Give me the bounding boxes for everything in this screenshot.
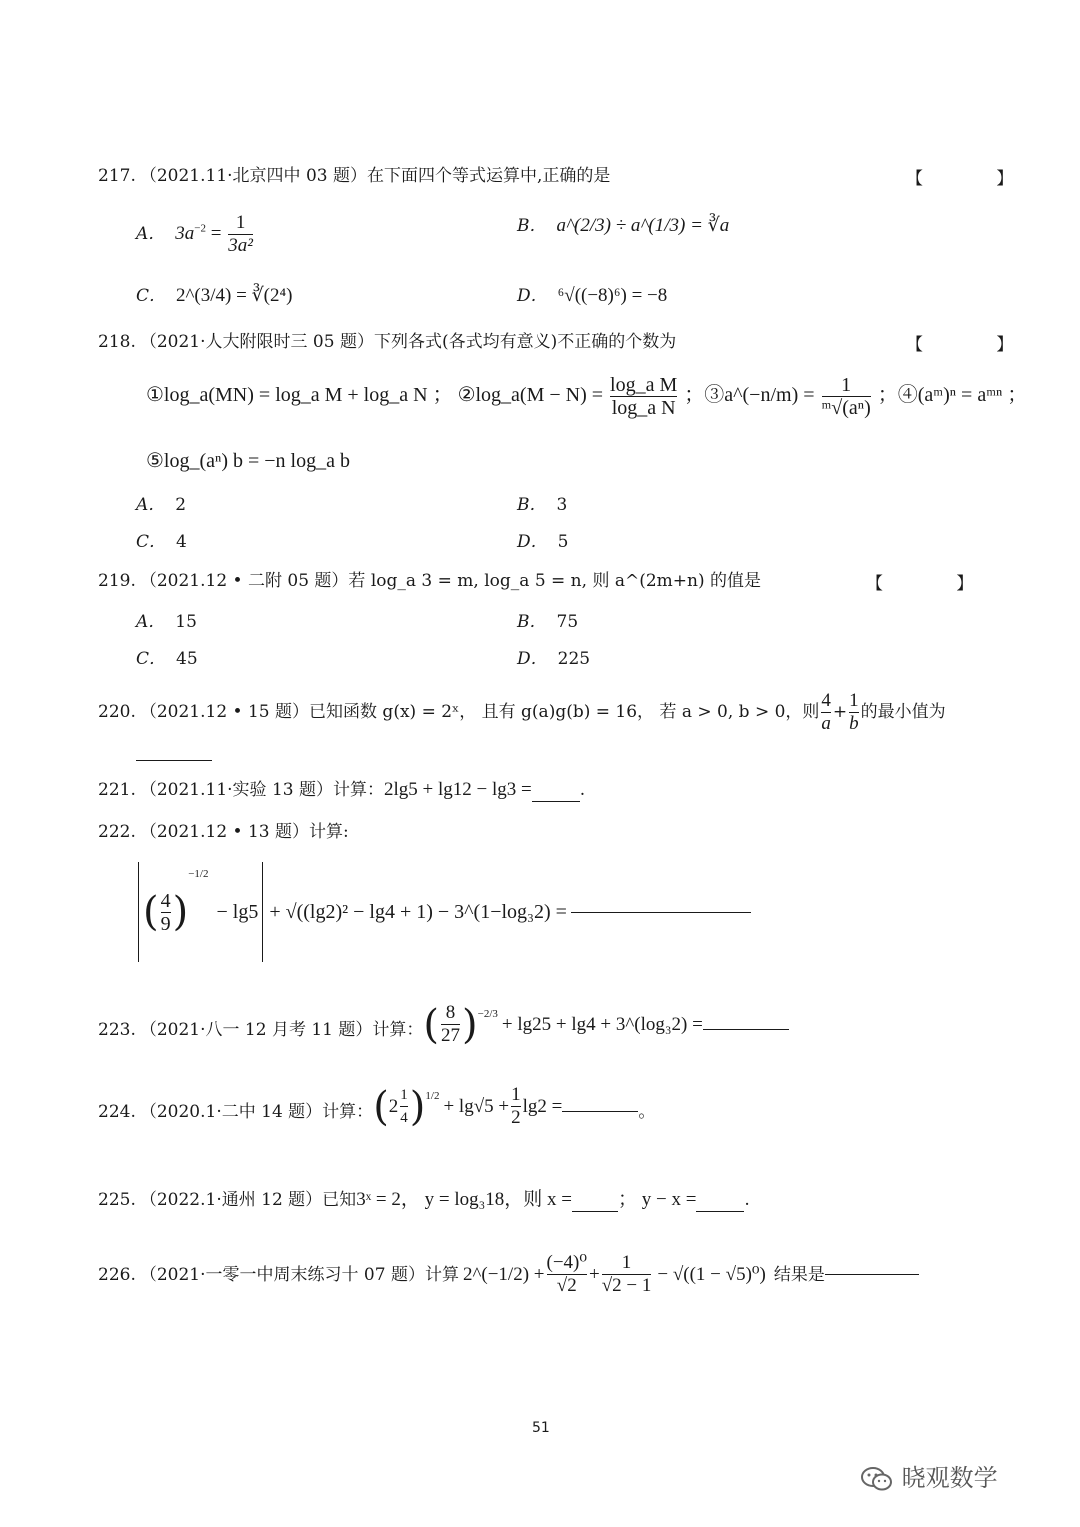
wechat-icon xyxy=(860,1464,902,1492)
expression-222: ( $\frac{4}{9}$ ) −1/2 − lg5 + √((lg2)² − lg4 + 1) − 3^(1−log₃2) = xyxy=(138,862,751,962)
question-text: （2020.1·二中 14 题）计算： xyxy=(139,1101,374,1122)
fraction-4-over-a: $\frac{4}{a}$ xyxy=(821,690,831,734)
option-label: D． xyxy=(517,286,548,306)
question-226 xyxy=(98,1252,919,1297)
question-219 xyxy=(98,569,761,593)
question-number: 223. xyxy=(98,1019,136,1040)
answer-blank xyxy=(532,801,580,802)
question-number: 219. xyxy=(98,571,136,591)
option-c: C． 45 xyxy=(136,649,198,669)
question-number: 224. xyxy=(98,1101,136,1122)
question-225: 225. （2022.1·通州 12 题）已知3ˣ = 2， y = log₃18，则 x = ； y − x = . xyxy=(98,1189,750,1210)
formula-3-fraction: $\frac{1}{\text{ᵐ√(aⁿ)}}$ xyxy=(821,374,871,419)
question-text: （2021.11·实验 13 题）计算： xyxy=(139,780,385,800)
option-label: B． xyxy=(517,216,547,236)
question-text: （2022.1·通州 12 题）已知 xyxy=(139,1190,357,1210)
option-c: C． 4 xyxy=(136,532,187,552)
question-text: （2021·八一 12 月考 11 题）计算： xyxy=(139,1019,424,1040)
option-label: C． xyxy=(136,286,167,306)
question-text: （2021.12 • 二附 05 题）若 log_a 3 = m, log_a 5 = n, 则 a^(2m+n) 的值是 xyxy=(139,571,762,591)
answer-blank xyxy=(703,1029,789,1030)
question-number: 218. xyxy=(98,332,136,352)
option-b: B． 3 xyxy=(517,495,568,515)
answer-blank xyxy=(136,760,212,761)
watermark-text: 晓观数学 xyxy=(901,1464,998,1492)
answer-blank-y-minus-x xyxy=(696,1211,744,1212)
question-text: （2021·人大附限时三 05 题）下列各式(各式均有意义)不正确的个数为 xyxy=(139,332,677,352)
option-a: A． 15 xyxy=(136,612,197,632)
answer-bracket: 【 】 xyxy=(866,574,1008,594)
option-expr: 2^(3/4) = ∛(2⁴) xyxy=(176,285,293,306)
page-number: 51 xyxy=(532,1420,550,1436)
fraction-1-over-b: $\frac{1}{b}$ xyxy=(849,690,859,734)
question-218 xyxy=(98,330,676,354)
option-b xyxy=(517,214,729,238)
question-text: （2021.12 • 13 题）计算: xyxy=(139,822,349,842)
option-d: D． 225 xyxy=(517,649,591,669)
question-text: （2021·一零一中周末练习十 07 题）计算 xyxy=(139,1264,459,1285)
watermark-logo xyxy=(860,1458,998,1493)
formula-2-fraction: $\frac{\text{log\_a M}}{\text{log\_a N}}$ xyxy=(610,374,678,419)
answer-blank xyxy=(562,1111,638,1112)
question-220: 220. （2021.12 • 15 题）已知函数 g(x) = 2ˣ， 且有 g(a)g(b) = 16， 若 a > 0, b > 0，则 $\frac{4}{a}$ + $\frac{1}{b}$ 的最小值为 xyxy=(98,690,946,734)
expression: ( 2 $\frac{1}{4}$ ) $^{1/2}$ + lg√5 + $\frac{1}{2}$ lg2 = xyxy=(373,1083,563,1130)
formula-line-1 xyxy=(146,374,1027,419)
formula-3-lhs: ；③a^(−n/m) = xyxy=(684,384,815,407)
expression: 2^(−1/2) + $\frac{\text{(−4)⁰}}{√2}$ + $\frac{1}{√2 - 1}$ − √((1 − √5)⁰) xyxy=(462,1252,766,1296)
expression: 3ˣ = 2， y = log₃18，则 x = xyxy=(356,1189,572,1210)
option-a xyxy=(136,212,255,257)
answer-blank xyxy=(571,912,751,913)
question-tail: 结果是 xyxy=(773,1264,825,1285)
question-number: 217. xyxy=(98,166,136,186)
option-expr: ⁶√((−8)⁶) = −8 xyxy=(557,285,668,306)
expression: 2lg5 + lg12 − lg3 = xyxy=(384,779,532,800)
question-tail: 的最小值为 xyxy=(860,702,946,722)
question-text: （2021.12 • 15 题）已知函数 g(x) = 2ˣ， 且有 g(a)g(b) = 16， 若 a > 0, b > 0，则 xyxy=(139,702,820,722)
option-c xyxy=(136,284,292,308)
formula-2-lhs: ②log_a(M − N) = xyxy=(457,384,604,407)
option-d: D． 5 xyxy=(517,532,569,552)
question-number: 226. xyxy=(98,1264,136,1285)
answer-bracket: 【 】 xyxy=(906,169,1048,189)
answer-bracket: 【 】 xyxy=(906,335,1048,355)
option-expr: a^(2/3) ÷ a^(1/3) = ∛a xyxy=(556,215,730,236)
formula-4: ；④(aᵐ)ⁿ = aᵐⁿ ； xyxy=(877,384,1028,407)
question-223 xyxy=(98,1001,789,1048)
question-number: 220. xyxy=(98,702,136,722)
question-222 xyxy=(98,820,349,844)
option-d xyxy=(517,284,667,308)
question-number: 221. xyxy=(98,780,136,800)
question-text: （2021.11·北京四中 03 题）在下面四个等式运算中,正确的是 xyxy=(139,166,611,186)
answer-blank-x xyxy=(572,1211,618,1212)
option-expr: $3a^{-2}$ = $\frac{1}{\text{3a²}}$ xyxy=(175,212,253,256)
question-221: 221. （2021.11·实验 13 题）计算：2lg5 + lg12 − lg3 = . xyxy=(98,779,586,800)
answer-blank xyxy=(825,1274,919,1275)
question-217 xyxy=(98,164,610,188)
option-label: A． xyxy=(136,223,166,244)
option-b: B． 75 xyxy=(517,612,579,632)
expression: ( $\frac{8}{27}$ ) $^{-2/3}$ + lg25 + lg4 + 3^(log₃2) = xyxy=(423,1001,703,1048)
option-a: A． 2 xyxy=(136,495,187,515)
question-number: 225. xyxy=(98,1190,136,1210)
question-224: 224. （2020.1·二中 14 题）计算： ( 2 $\frac{1}{4}$ ) $^{1/2}$ + lg√5 + $\frac{1}{2}$ lg2 = 。 xyxy=(98,1083,656,1130)
formula-5: ⑤log_(aⁿ) b = −n log_a b xyxy=(146,450,350,472)
formula-1: ①log_a(MN) = log_a M + log_a N ； xyxy=(146,384,453,407)
question-number: 222. xyxy=(98,822,136,842)
